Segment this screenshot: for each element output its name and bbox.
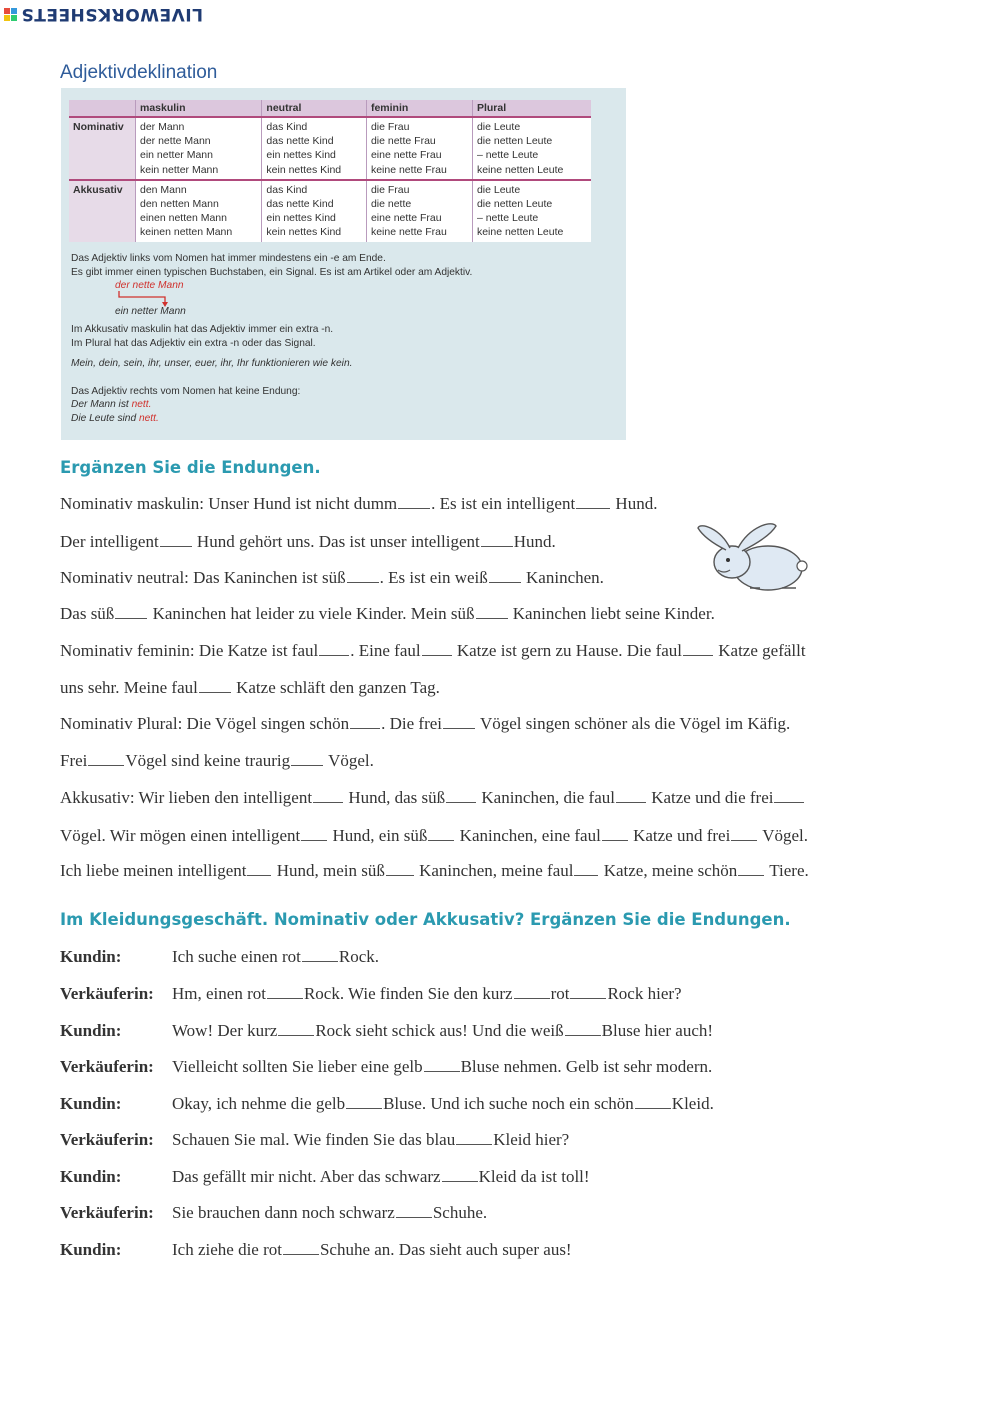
line-text: Kaninchen liebt seine Kinder.	[508, 604, 715, 623]
blank-input[interactable]	[635, 1094, 671, 1109]
line-text: . Eine faul	[350, 641, 421, 660]
speech-text	[172, 1130, 569, 1150]
line-text: Frei	[60, 751, 88, 770]
line-text: Hund.	[611, 494, 658, 513]
dialog-row	[60, 1167, 960, 1191]
speech-part: Kleid hier?	[493, 1130, 570, 1149]
blank-input[interactable]	[456, 1130, 492, 1145]
cell-line: die Frau	[370, 121, 410, 133]
cell-line: die nette	[370, 198, 412, 211]
cell-line: keine nette Frau	[370, 226, 447, 239]
line-text: uns sehr. Meine faul	[60, 678, 198, 697]
cell-line: ein netter Mann	[140, 149, 213, 162]
cell-line: ein nettes Kind	[266, 149, 336, 162]
case-label: Nominativ	[69, 117, 136, 180]
note-line: Im Akkusativ maskulin hat das Adjektiv immer ein extra -n.	[71, 324, 334, 335]
speech-part: Okay, ich nehme die gelb	[172, 1094, 346, 1113]
note-text: Die Leute sind	[71, 412, 139, 424]
speaker-label: Verkäuferin:	[60, 1057, 154, 1076]
cell-line: die Leute	[476, 183, 521, 196]
cell-line: das Kind	[266, 121, 308, 133]
speaker-label: Verkäuferin:	[60, 1130, 154, 1149]
note-example	[71, 412, 621, 426]
line-text: Katze gefällt	[714, 641, 806, 660]
exercise-line	[60, 788, 805, 808]
grammar-box	[61, 88, 626, 440]
blank-input[interactable]	[514, 984, 550, 999]
note-line: Es gibt immer einen typischen Buchstaben, ein Signal. Es ist am Artikel oder am Adjektiv.	[71, 266, 473, 278]
blank-input[interactable]	[443, 714, 475, 729]
cell-line: der nette Mann	[140, 135, 211, 148]
speech-part: Schuhe.	[432, 1203, 488, 1222]
speaker-label: Verkäuferin:	[60, 984, 154, 1003]
table-row	[69, 180, 591, 242]
cell-line: kein nettes Kind	[266, 226, 342, 239]
speech-part: Rock.	[338, 947, 380, 966]
blank-input[interactable]	[570, 984, 606, 999]
speech-part: Kleid.	[671, 1094, 714, 1113]
table-header-neutral: neutral	[262, 100, 367, 117]
cell-line: ein nettes Kind	[266, 212, 336, 225]
blank-input[interactable]	[422, 641, 452, 656]
speaker-label: Kundin:	[60, 1240, 122, 1259]
blank-input[interactable]	[115, 604, 147, 619]
speaker-label: Kundin:	[60, 1021, 122, 1040]
speech-text	[172, 947, 379, 967]
dialog-row	[60, 947, 960, 971]
speaker-label: Kundin:	[60, 947, 122, 966]
cell-line: der Mann	[140, 121, 185, 133]
blank-input[interactable]	[267, 984, 303, 999]
speaker-label: Kundin:	[60, 1094, 122, 1113]
note-text-red: nett.	[131, 399, 152, 410]
blank-input[interactable]	[313, 788, 343, 803]
signal-example	[71, 279, 621, 317]
line-text: Katze ist gern zu Hause. Die faul	[452, 641, 683, 660]
cell-line: eine nette Frau	[370, 149, 442, 162]
cell-line: keine netten Leute	[476, 163, 564, 176]
speech-part: Wow! Der kurz	[172, 1021, 278, 1040]
note-text: Der Mann ist	[71, 399, 132, 410]
blank-input[interactable]	[616, 788, 646, 803]
speech-part: Vielleicht sollten Sie lieber eine gelb	[172, 1057, 423, 1076]
dialog-row	[60, 984, 960, 1008]
blank-input[interactable]	[398, 494, 430, 509]
blank-input[interactable]	[574, 861, 598, 876]
speech-text	[172, 1240, 572, 1260]
dialog-row	[60, 1240, 960, 1264]
line-text: Katze schläft den ganzen Tag.	[231, 678, 440, 697]
declension-table	[69, 100, 591, 242]
table-header-plural: Plural	[472, 100, 591, 117]
blank-input[interactable]	[565, 1021, 601, 1036]
exercise-line	[60, 568, 604, 588]
exercise-line	[60, 678, 440, 698]
dialog-row	[60, 1057, 960, 1081]
blank-input[interactable]	[489, 568, 521, 583]
note-line: Im Plural hat das Adjektiv ein extra -n oder das Signal.	[71, 337, 316, 349]
blank-input[interactable]	[731, 826, 757, 841]
dialog-row	[60, 1130, 960, 1154]
logo	[4, 4, 203, 24]
blank-input[interactable]	[738, 861, 764, 876]
exercise-line	[60, 604, 715, 624]
blank-input[interactable]	[350, 714, 380, 729]
cell-line: – nette Leute	[476, 149, 539, 162]
cell-line: den netten Mann	[140, 198, 219, 211]
line-text: Kaninchen, eine faul	[455, 826, 601, 845]
table-cell	[262, 180, 367, 242]
line-text: Kaninchen hat leider zu viele Kinder. Mein süß	[148, 604, 475, 623]
line-text: Das süß	[60, 604, 115, 623]
line-text: Vögel. Wir mögen einen intelligent	[60, 826, 301, 845]
exercise-line	[60, 532, 556, 552]
logo-icon	[4, 8, 17, 21]
blank-input[interactable]	[160, 532, 192, 547]
line-text: Nominativ maskulin: Unser Hund ist nicht dumm	[60, 494, 398, 513]
blank-input[interactable]	[476, 604, 508, 619]
note-line: Mein, dein, sein, ihr, unser, euer, ihr, Ihr funktionieren wie kein.	[71, 358, 353, 369]
table-header-feminin: feminin	[366, 100, 472, 117]
line-text: Katze und die frei	[646, 788, 774, 807]
example-der: der nette Mann	[115, 280, 184, 291]
speaker-label: Kundin:	[60, 1167, 122, 1186]
line-text: Katze, meine schön	[599, 861, 738, 880]
line-text: Vögel.	[758, 826, 809, 845]
speech-part: rot	[550, 984, 570, 1003]
blank-input[interactable]	[428, 826, 454, 841]
exercise-line	[60, 714, 790, 734]
blank-input[interactable]	[302, 947, 338, 962]
blank-input[interactable]	[247, 861, 271, 876]
cell-line: die netten Leute	[476, 135, 553, 148]
line-text: Hund gehört uns. Das ist unser intelligent	[192, 532, 480, 551]
blank-input[interactable]	[602, 826, 628, 841]
line-text: Nominativ Plural: Die Vögel singen schön	[60, 714, 350, 733]
line-text: Kaninchen, die faul	[477, 788, 615, 807]
speech-part: Bluse hier auch!	[601, 1021, 714, 1040]
line-text: . Es ist ein intelligent	[431, 494, 576, 513]
cell-line: einen netten Mann	[140, 212, 227, 225]
blank-input[interactable]	[774, 788, 804, 803]
blank-input[interactable]	[278, 1021, 314, 1036]
rabbit-icon	[690, 518, 812, 596]
exercise-line	[60, 641, 806, 661]
blank-input[interactable]	[319, 641, 349, 656]
cell-line: die netten Leute	[476, 198, 553, 211]
dialog-row	[60, 1094, 960, 1118]
line-text: Vögel.	[324, 751, 374, 770]
note-text-red: nett.	[138, 412, 159, 424]
line-text: Tiere.	[765, 861, 809, 880]
line-text: Der intelligent	[60, 532, 159, 551]
dialog-row	[60, 1021, 960, 1045]
example-ein: ein netter Mann	[115, 306, 186, 317]
cell-line: kein nettes Kind	[266, 163, 342, 176]
table-cell	[262, 117, 367, 180]
exercise1-heading: Ergänzen Sie die Endungen.	[60, 458, 321, 477]
speech-text	[172, 984, 682, 1004]
line-text: . Es ist ein weiß	[379, 568, 488, 587]
blank-input[interactable]	[442, 1167, 478, 1182]
line-text: Hund, das süß	[344, 788, 446, 807]
blank-input[interactable]	[346, 1094, 382, 1109]
cell-line: keine netten Leute	[476, 226, 564, 239]
speech-text	[172, 1057, 712, 1077]
line-text: Hund, ein süß	[328, 826, 428, 845]
logo-text: LIVEWORKSHEETS	[21, 4, 203, 24]
speech-part: Rock hier?	[607, 984, 682, 1003]
cell-line: das Kind	[266, 183, 308, 196]
note-line: Das Adjektiv links vom Nomen hat immer mindestens ein -e am Ende.	[71, 253, 386, 264]
speech-text	[172, 1021, 713, 1041]
speaker-label: Verkäuferin:	[60, 1203, 154, 1222]
cell-line: eine nette Frau	[370, 212, 442, 225]
page-title: Adjektivdeklination	[60, 62, 218, 83]
speech-part: Rock. Wie finden Sie den kurz	[303, 984, 513, 1003]
cell-line: den Mann	[140, 183, 187, 196]
line-text: Nominativ feminin: Die Katze ist faul	[60, 641, 319, 660]
table-cell	[366, 117, 472, 180]
cell-line: die Leute	[476, 121, 521, 133]
line-text: Katze und frei	[628, 826, 731, 845]
speech-part: Bluse. Und ich suche noch ein schön	[383, 1094, 634, 1113]
speech-part: Hm, einen rot	[172, 984, 266, 1003]
speech-text	[172, 1167, 590, 1187]
cell-line: das nette Kind	[266, 198, 334, 211]
cell-line: – nette Leute	[476, 212, 539, 225]
exercise-line	[60, 861, 809, 881]
table-header-case	[69, 100, 136, 117]
speech-part: Schuhe an. Das sieht auch super aus!	[319, 1240, 572, 1259]
blank-input[interactable]	[301, 826, 327, 841]
blank-input[interactable]	[683, 641, 713, 656]
line-text: Kaninchen, meine faul	[414, 861, 574, 880]
cell-line: die Frau	[370, 183, 410, 196]
dialog-row	[60, 1203, 960, 1227]
blank-input[interactable]	[291, 751, 323, 766]
table-row	[69, 117, 591, 180]
blank-input[interactable]	[446, 788, 476, 803]
exercise2-heading: Im Kleidungsgeschäft. Nominativ oder Akkusativ? Ergänzen Sie die Endungen.	[60, 910, 791, 929]
grammar-notes	[71, 252, 621, 425]
speech-part: Ich suche einen rot	[172, 947, 301, 966]
line-text: . Die frei	[381, 714, 443, 733]
speech-part: Ich ziehe die rot	[172, 1240, 282, 1259]
table-cell	[472, 180, 591, 242]
line-text: Akkusativ: Wir lieben den intelligent	[60, 788, 313, 807]
exercise-line	[60, 826, 808, 846]
speech-part: Bluse nehmen. Gelb ist sehr modern.	[460, 1057, 713, 1076]
cell-line: kein netter Mann	[140, 163, 219, 176]
line-text: Hund.	[513, 532, 556, 551]
blank-input[interactable]	[576, 494, 610, 509]
cell-line: das nette Kind	[266, 135, 334, 148]
speech-part: Kleid da ist toll!	[478, 1167, 590, 1186]
table-cell	[366, 180, 472, 242]
note-line: Das Adjektiv rechts vom Nomen hat keine Endung:	[71, 385, 301, 397]
blank-input[interactable]	[424, 1057, 460, 1072]
case-label: Akkusativ	[69, 180, 136, 242]
speech-text	[172, 1203, 487, 1223]
blank-input[interactable]	[199, 678, 231, 693]
blank-input[interactable]	[283, 1240, 319, 1255]
table-cell	[136, 180, 262, 242]
line-text: Kaninchen.	[521, 568, 604, 587]
cell-line: keine nette Frau	[370, 163, 447, 176]
line-text: Vögel sind keine traurig	[125, 751, 291, 770]
note-example	[71, 398, 621, 412]
speech-part: Rock sieht schick aus! Und die weiß	[315, 1021, 564, 1040]
speech-part: Das gefällt mir nicht. Aber das schwarz	[172, 1167, 441, 1186]
speech-part: Sie brauchen dann noch schwarz	[172, 1203, 395, 1222]
table-cell	[472, 117, 591, 180]
line-text: Hund, mein süß	[272, 861, 385, 880]
blank-input[interactable]	[386, 861, 414, 876]
blank-input[interactable]	[396, 1203, 432, 1218]
line-text: Vögel singen schöner als die Vögel im Käfig.	[476, 714, 791, 733]
speech-part: Schauen Sie mal. Wie finden Sie das blau	[172, 1130, 456, 1149]
table-header-maskulin: maskulin	[136, 100, 262, 117]
line-text: Nominativ neutral: Das Kaninchen ist süß	[60, 568, 346, 587]
cell-line: keinen netten Mann	[140, 226, 233, 239]
cell-line: die nette Frau	[370, 135, 436, 148]
speech-text	[172, 1094, 714, 1114]
exercise-line	[60, 494, 657, 514]
line-text: Ich liebe meinen intelligent	[60, 861, 247, 880]
exercise-line	[60, 751, 374, 771]
blank-input[interactable]	[88, 751, 124, 766]
blank-input[interactable]	[481, 532, 513, 547]
table-cell	[136, 117, 262, 180]
blank-input[interactable]	[347, 568, 379, 583]
